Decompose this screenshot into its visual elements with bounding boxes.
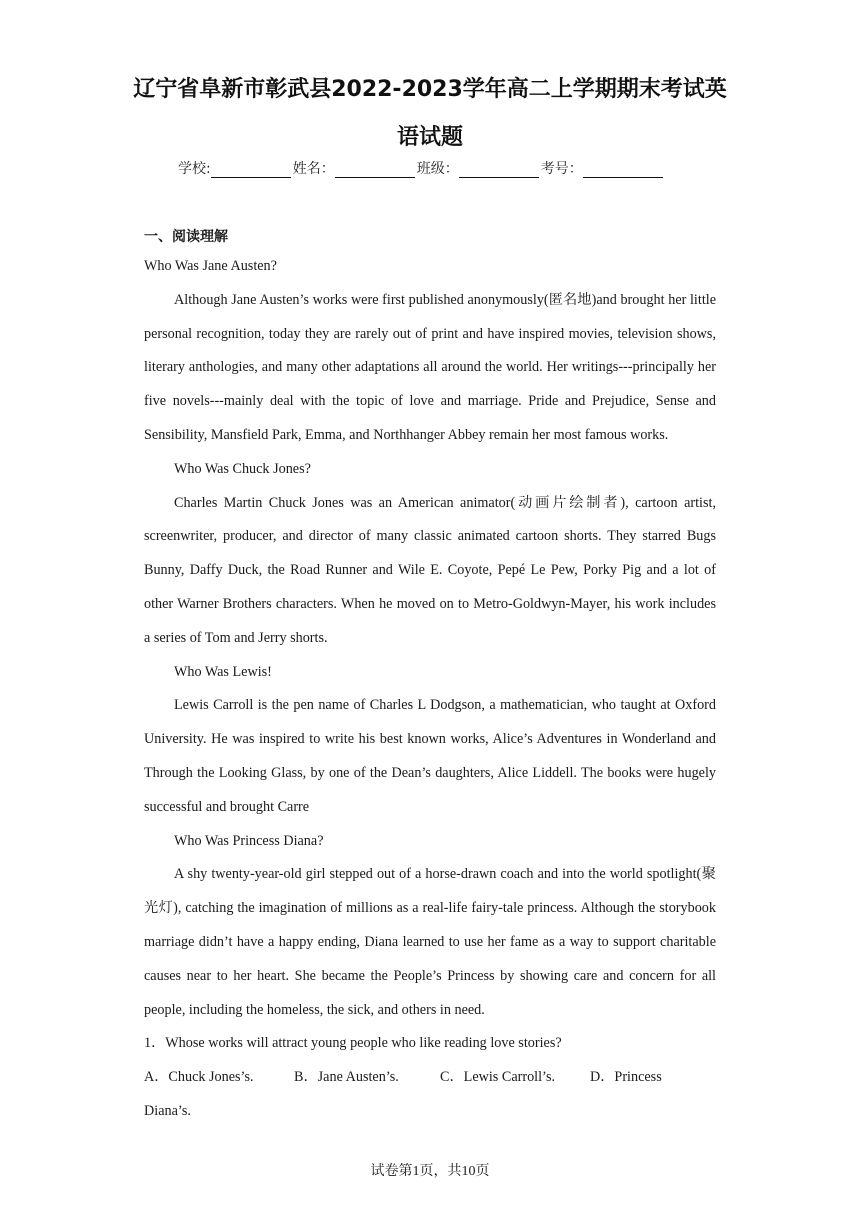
school-label: 学校:: [178, 161, 211, 177]
passage-paragraph-austen: Although Jane Austen’s works were first published anonymously(匿名地)and brought her little personal recognition, today they are rarely out of print and have inspired movies, television shows, literary anthologies, and many other adaptations all around the world. Her writings---principally her five novels---mainly deal with the topic of love and marriage. Pride and Prejudice, Sense and Sensibility, Mansfield Park, Emma, and Northhanger Abbey remain her most famous works.: [144, 291, 716, 443]
question-1-options: [144, 1061, 716, 1095]
passage-heading-austen: Who Was Jane Austen?: [144, 258, 277, 274]
page-footer: 试卷第1页，共10页: [370, 1164, 490, 1179]
exam-no-blank: [583, 163, 663, 178]
option-d-continued: Diana’s.: [144, 1102, 191, 1119]
option-b: B．Jane Austen’s.: [294, 1069, 399, 1086]
option-d: D．Princess: [590, 1069, 662, 1086]
passage-heading-lewis: Who Was Lewis!: [174, 663, 272, 680]
passage-heading-diana: Who Was Princess Diana?: [174, 832, 324, 849]
passage-heading-jones: Who Was Chuck Jones?: [174, 460, 311, 477]
student-info-line: [178, 158, 665, 178]
name-blank: [335, 163, 415, 178]
option-c: C．Lewis Carroll’s.: [440, 1069, 556, 1086]
option-a: A．Chuck Jones’s.: [144, 1069, 254, 1086]
reading-passage: [144, 250, 716, 1129]
section-heading: 一、阅读理解: [144, 229, 228, 245]
passage-paragraph-jones: Charles Martin Chuck Jones was an American animator(动画片绘制者), cartoon artist, screenwriter, producer, and director of many classic animated cartoon shorts. They starred Bugs Bunny, Daffy Duck, the Road Runner and Wile E. Coyote, Pepé Le Pew, Porky Pig and a lot of other Warner Brothers characters. When he moved on to Metro-Goldwyn-Mayer, his work includes a series of Tom and Jerry shorts.: [144, 494, 716, 646]
exam-no-label: 考号：: [540, 161, 583, 177]
question-1-stem: 1．Whose works will attract young people who like reading love stories?: [144, 1035, 562, 1052]
exam-title-line2: 语试题: [396, 125, 463, 150]
exam-title-line1: 辽宁省阜新市彰武县2022-2023学年高二上学期期末考试英: [133, 77, 727, 102]
passage-paragraph-lewis: Lewis Carroll is the pen name of Charles L Dodgson, a mathematician, who taught at Oxford University. He was inspired to write his best known works, Alice’s Adventures in Wonderland and Through the Looking Glass, by one of the Dean’s daughters, Alice Liddell. The books were hugely successful and brought Carre: [144, 697, 716, 815]
school-blank: [211, 163, 291, 178]
class-label: 班级：: [416, 161, 459, 177]
class-blank: [459, 163, 539, 178]
name-label: 姓名：: [292, 161, 335, 177]
passage-paragraph-diana: A shy twenty-year-old girl stepped out of a horse-drawn coach and into the world spotlight(聚光灯), catching the imagination of millions as a real-life fairy-tale princess. Although the storybook marriage didn’t have a happy ending, Diana learned to use her fame as a way to support charitable causes near to her heart. She became the People’s Princess by showing care and concern for all people, including the homeless, the sick, and others in need.: [144, 866, 716, 1018]
